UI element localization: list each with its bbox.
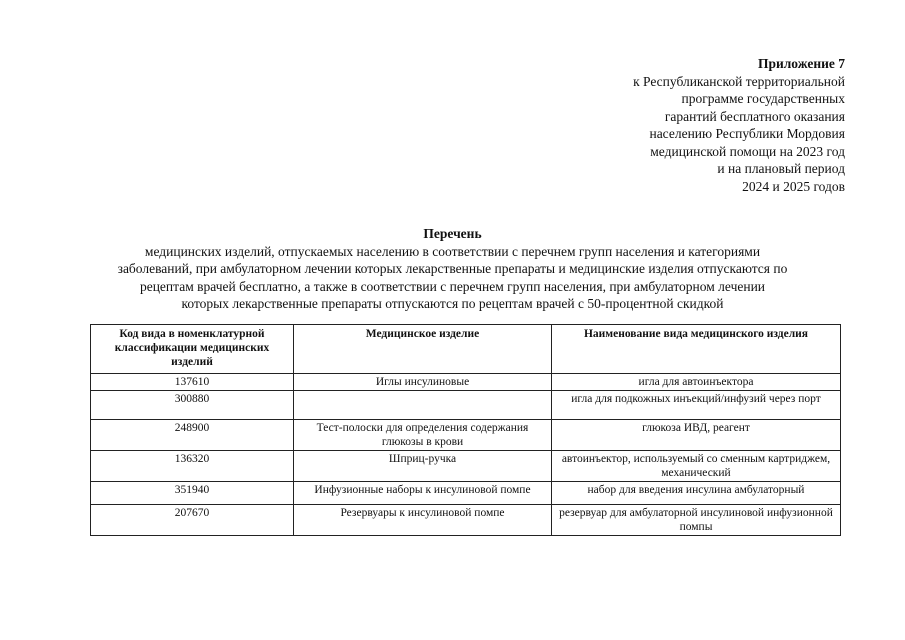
appendix-line: и на плановый период [717, 161, 845, 176]
medical-devices-table [90, 324, 841, 536]
appendix-line: 2024 и 2025 годов [742, 178, 845, 194]
cell-type-name: глюкоза ИВД, реагент [552, 420, 841, 451]
document-heading [80, 225, 825, 313]
heading-line: которых лекарственные препараты отпускаются по рецептам врачей с 50-процентной скидкой [181, 296, 724, 311]
table-header-row [91, 325, 841, 374]
heading-title: Перечень [423, 226, 482, 241]
appendix-block [633, 55, 845, 195]
table-row [91, 505, 841, 536]
appendix-line: программе государственных [681, 91, 845, 106]
cell-type-name: игла для автоинъектора [552, 374, 841, 391]
cell-code: 248900 [91, 420, 294, 451]
cell-device: Инфузионные наборы к инсулиновой помпе [294, 482, 552, 505]
appendix-line: населению Республики Мордовия [649, 126, 845, 141]
table-row [91, 374, 841, 391]
cell-type-name: набор для введения инсулина амбулаторный [552, 482, 841, 505]
table-row [91, 420, 841, 451]
cell-code: 137610 [91, 374, 294, 391]
header-type-name: Наименование вида медицинского изделия [552, 325, 841, 374]
cell-code: 351940 [91, 482, 294, 505]
heading-line: медицинских изделий, отпускаемых населению в соответствии с перечнем групп населения и категориями [144, 243, 761, 259]
table-row [91, 391, 841, 420]
header-code: Код вида в номенклатурной классификации медицинских изделий [91, 325, 294, 374]
appendix-line: медицинской помощи на 2023 год [650, 143, 845, 159]
heading-line: рецептам врачей бесплатно, а также в соответствии с перечнем групп населения, при амбулаторном лечении [139, 278, 766, 294]
heading-line: заболеваний, при амбулаторном лечении которых лекарственные препараты и медицинские изделия отпускаются по [117, 261, 788, 276]
cell-device: Шприц-ручка [294, 451, 552, 482]
cell-device: Иглы инсулиновые [294, 374, 552, 391]
appendix-title: Приложение 7 [757, 56, 845, 71]
appendix-line: к Республиканской территориальной [633, 73, 845, 89]
table-row [91, 451, 841, 482]
cell-device [294, 391, 552, 420]
cell-code: 300880 [91, 391, 294, 420]
cell-type-name: игла для подкожных инъекций/инфузий через порт [552, 391, 841, 420]
appendix-line: гарантий бесплатного оказания [664, 108, 845, 124]
table-row [91, 482, 841, 505]
cell-device: Резервуары к инсулиновой помпе [294, 505, 552, 536]
cell-device: Тест-полоски для определения содержания глюкозы в крови [294, 420, 552, 451]
cell-type-name: автоинъектор, используемый со сменным картриджем, механический [552, 451, 841, 482]
header-device: Медицинское изделие [294, 325, 552, 374]
cell-type-name: резервуар для амбулаторной инсулиновой инфузионной помпы [552, 505, 841, 536]
cell-code: 136320 [91, 451, 294, 482]
cell-code: 207670 [91, 505, 294, 536]
